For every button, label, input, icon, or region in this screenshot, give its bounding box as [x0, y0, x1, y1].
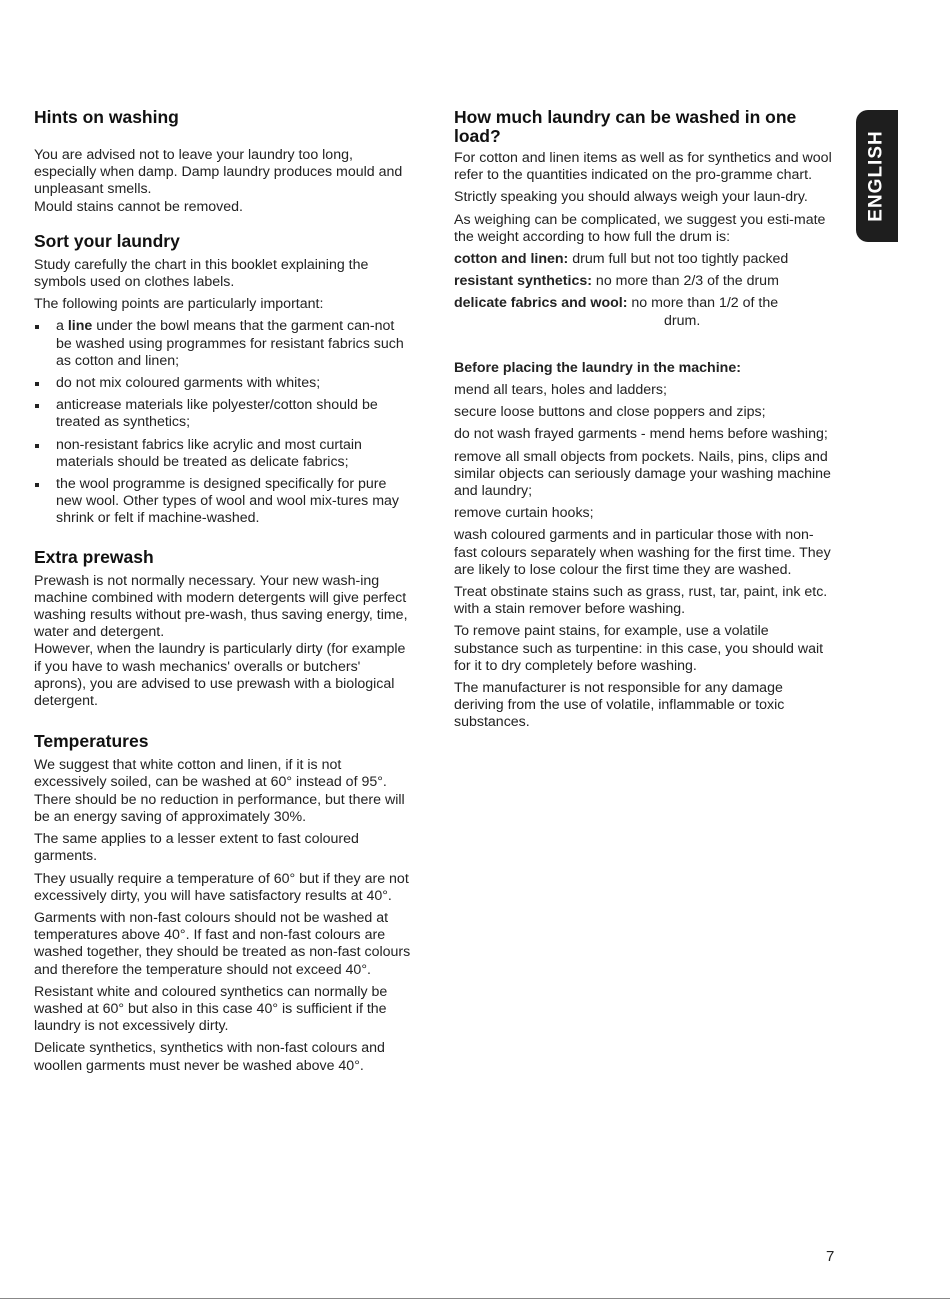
before-item: To remove paint stains, for example, use a volatile substance such as turpentine: in this case, you should wait for it to dry completely before washing.: [454, 623, 824, 674]
language-tab-label: ENGLISH: [866, 130, 888, 222]
before-item: remove all small objects from pockets. Nails, pins, clips and similar objects can seriously damage your washing machine and laundry;: [454, 448, 831, 500]
bullet-icon: [35, 404, 39, 408]
load-cotton-line: [454, 251, 832, 268]
before-item: secure loose buttons and close poppers and zips;: [454, 404, 766, 421]
temperatures-paragraph-4: Garments with non-fast colours should not be washed at temperatures above 40°. If fast and non-fast colours are washed together, they should be treated as non-fast colours and therefore the temperature should not exceed 40°.: [34, 909, 411, 978]
language-tab: [856, 110, 898, 242]
left-column: [34, 108, 412, 1080]
page-number: 7: [826, 1248, 835, 1265]
load-delicate-line: [454, 295, 832, 312]
temperatures-paragraph-2: The same applies to a lesser extent to fast coloured garments.: [34, 831, 359, 865]
temperatures-paragraph-5: Resistant white and coloured synthetics can normally be washed at 60° but also in this case 40° is sufficient if the laundry is not excessively dirty.: [34, 983, 388, 1035]
list-item: [34, 397, 412, 431]
cotton-label: cotton and linen:: [454, 251, 569, 268]
sort-paragraph: Study carefully the chart in this booklet explaining the symbols used on clothes labels.: [34, 256, 369, 291]
load-heading: How much laundry can be washed in one load?: [454, 107, 797, 146]
load-paragraph: For cotton and linen items as well as for synthetics and wool refer to the quantities indicated on the pro-gramme chart.: [454, 150, 832, 184]
before-item: do not wash frayed garments - mend hems before washing;: [454, 426, 828, 443]
hints-paragraph-2: Mould stains cannot be removed.: [34, 198, 243, 215]
before-item: remove curtain hooks;: [454, 505, 594, 522]
before-item: The manufacturer is not responsible for any damage deriving from the use of volatile, inflammable or toxic substances.: [454, 680, 785, 731]
before-item: wash coloured garments and in particular those with non-fast colours separately when washing for the first time. They are likely to lose colour the first time they are washed.: [454, 527, 831, 578]
prewash-paragraph-2: However, when the laundry is particularly dirty (for example if you have to wash mechanics' overalls or butchers' aprons), you are advised to use prewash with a biological detergent.: [34, 641, 406, 710]
before-heading: [454, 360, 832, 377]
load-paragraph-2: Strictly speaking you should always weigh your laun-dry.: [454, 189, 808, 206]
right-column: [454, 108, 832, 737]
before-item: Treat obstinate stains such as grass, rust, tar, paint, ink etc. with a stain remover before washing.: [454, 584, 828, 618]
hints-heading: Hints on washing: [34, 107, 179, 127]
temperatures-heading: Temperatures: [34, 731, 149, 752]
resistant-text: no more than 2/3 of the drum: [591, 273, 779, 290]
list-item: [34, 375, 412, 392]
before-heading-text: Before placing the laundry in the machine:: [454, 359, 741, 376]
prewash-heading: Extra prewash: [34, 546, 154, 567]
sort-bullet-list: [34, 318, 412, 527]
load-delicate-line-2: drum.: [664, 312, 701, 329]
delicate-label: delicate fabrics and wool:: [454, 295, 628, 312]
hints-paragraph: You are advised not to leave your laundry too long, especially when damp. Damp laundry produces mould and unpleasant smells.: [34, 147, 403, 198]
resistant-label: resistant synthetics:: [454, 273, 592, 290]
bullet-text: the wool programme is designed specifically for pure new wool. Other types of wool and wool mix-tures may shrink or felt if machine-washed.: [56, 476, 400, 527]
bullet-text-prefix: a: [56, 318, 68, 335]
bullet-icon: [35, 382, 39, 386]
bullet-icon: [35, 483, 39, 487]
bullet-text-bold: line: [67, 318, 93, 335]
sort-heading: Sort your laundry: [34, 230, 180, 251]
prewash-paragraph: Prewash is not normally necessary. Your new wash-ing machine combined with modern detergents will give perfect washing results without pre-wash, thus saving energy, time, water and detergent.: [34, 572, 408, 641]
before-item: mend all tears, holes and ladders;: [454, 382, 667, 399]
temperatures-paragraph-6: Delicate synthetics, synthetics with non-fast colours and woollen garments must never be washed above 40°.: [34, 1040, 385, 1074]
temperatures-paragraph-3: They usually require a temperature of 60° but if they are not excessively dirty, you will have satisfactory results at 40°.: [34, 870, 409, 904]
load-paragraph-3: As weighing can be complicated, we suggest you esti-mate the weight according to how full the drum is:: [454, 211, 826, 245]
sort-paragraph-2: The following points are particularly important:: [34, 296, 324, 313]
cotton-text: drum full but not too tightly packed: [568, 251, 789, 268]
load-resistant-line: [454, 273, 832, 290]
bullet-text-suffix: under the bowl means that the garment can-not be washed using programmes for resistant fabrics such as cotton and linen;: [56, 318, 404, 369]
delicate-text: no more than 1/2 of the: [627, 295, 779, 312]
bottom-divider: [0, 1298, 950, 1299]
temperatures-paragraph: We suggest that white cotton and linen, if it is not excessively soiled, can be washed at 60° instead of 95°. There should be no reduction in performance, but there will be an energy saving of approximately 30%.: [34, 757, 405, 825]
bullet-text: non-resistant fabrics like acrylic and most curtain materials should be treated as delicate fabrics;: [56, 436, 362, 470]
bullet-icon: [35, 325, 39, 329]
bullet-text: do not mix coloured garments with whites;: [56, 375, 321, 392]
list-item: [34, 318, 412, 370]
bullet-icon: [35, 444, 39, 448]
list-item: [34, 437, 412, 471]
list-item: [34, 476, 412, 528]
bullet-text: anticrease materials like polyester/cotton should be treated as synthetics;: [56, 397, 378, 431]
